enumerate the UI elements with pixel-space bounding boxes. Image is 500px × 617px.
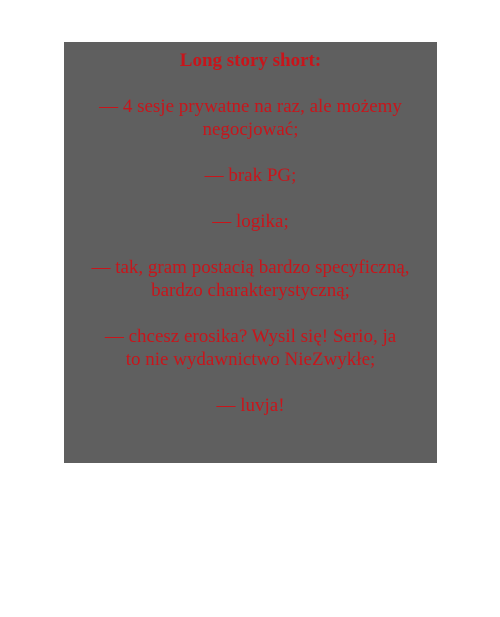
spacer [64, 72, 437, 95]
note-item-logic: — logika; [212, 211, 289, 232]
note-item-no-pg: — brak PG; [204, 165, 297, 186]
note-item-character-line-2: bardzo charakterystyczną; [151, 280, 350, 301]
spacer [64, 187, 437, 210]
note-item-erotica-line-2: to nie wydawnictwo NieZwykłe; [125, 349, 376, 370]
spacer [64, 302, 437, 325]
spacer [64, 141, 437, 164]
note-item-sessions-line-2: negocjować; [202, 119, 299, 140]
note-item-luvja: — luvja! [216, 395, 285, 416]
note-card [64, 42, 437, 463]
note-item-erotica-line-1: — chcesz erosika? Wysil się! Serio, ja [104, 326, 397, 347]
spacer [64, 371, 437, 394]
spacer [64, 233, 437, 256]
note-item-sessions-line-1: — 4 sesje prywatne na raz, ale możemy [99, 96, 402, 117]
note-item-character-line-1: — tak, gram postacią bardzo specyficzną, [91, 257, 410, 278]
note-title: Long story short: [179, 50, 322, 71]
